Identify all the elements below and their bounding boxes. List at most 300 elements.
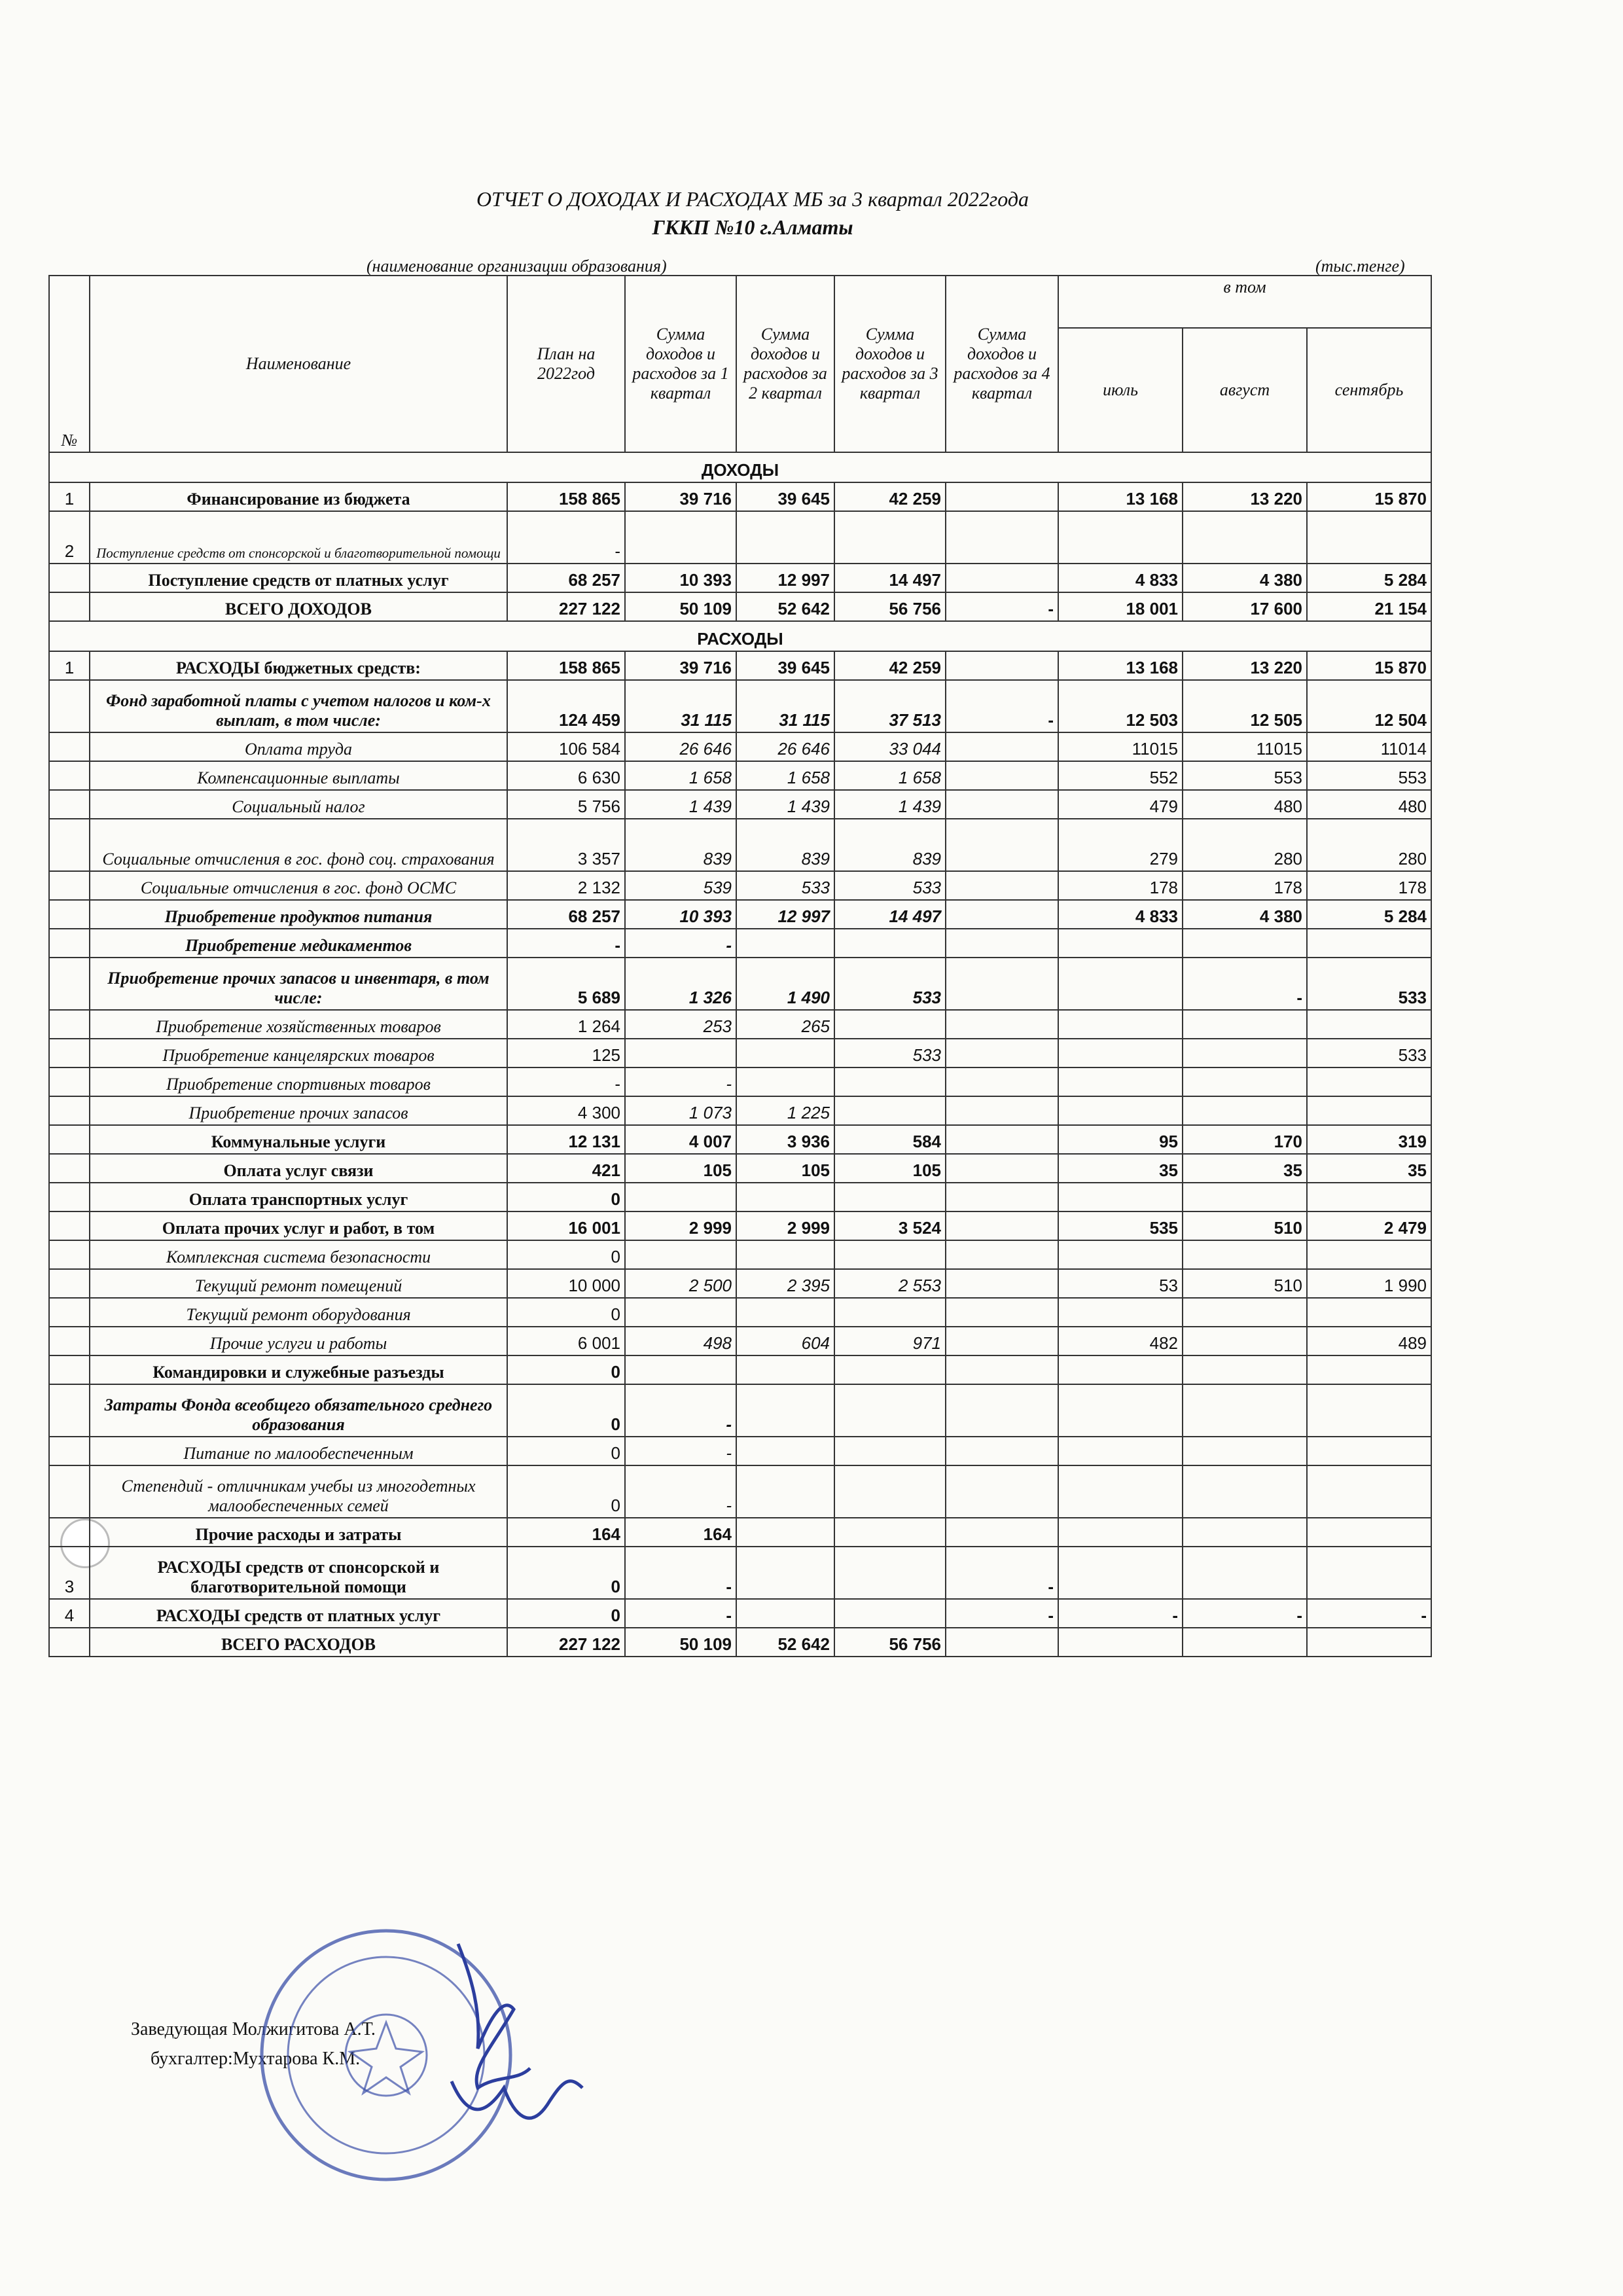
row-name: Поступление средств от платных услуг bbox=[90, 564, 507, 592]
cell-aug: 553 bbox=[1183, 761, 1307, 790]
row-number bbox=[49, 1628, 90, 1657]
cell-q4 bbox=[946, 1327, 1058, 1355]
cell-q1: 2 500 bbox=[625, 1269, 736, 1298]
col-q3: Сумма доходов и расходов за 3 квартал bbox=[834, 276, 946, 452]
cell-jul: - bbox=[1058, 1599, 1183, 1628]
cell-q1: - bbox=[625, 1384, 736, 1437]
cell-aug bbox=[1183, 1384, 1307, 1437]
cell-jul bbox=[1058, 1010, 1183, 1039]
cell-q3: 42 259 bbox=[834, 651, 946, 680]
cell-sep: 12 504 bbox=[1307, 680, 1431, 732]
cell-jul bbox=[1058, 1298, 1183, 1327]
cell-q1: - bbox=[625, 1437, 736, 1465]
cell-q1 bbox=[625, 1240, 736, 1269]
cell-plan: - bbox=[507, 1067, 625, 1096]
cell-q3: 56 756 bbox=[834, 592, 946, 621]
table-row bbox=[49, 900, 1431, 929]
cell-aug bbox=[1183, 1039, 1307, 1067]
cell-jul bbox=[1058, 1465, 1183, 1518]
table-row bbox=[49, 1518, 1431, 1547]
row-name: Комплексная система безопасности bbox=[90, 1240, 507, 1269]
cell-q4 bbox=[946, 1465, 1058, 1518]
cell-q2 bbox=[736, 1298, 834, 1327]
row-number: 2 bbox=[49, 511, 90, 564]
cell-aug bbox=[1183, 1518, 1307, 1547]
cell-plan: 6 001 bbox=[507, 1327, 625, 1355]
cell-q1: 164 bbox=[625, 1518, 736, 1547]
cell-q3 bbox=[834, 1240, 946, 1269]
cell-q3: 1 658 bbox=[834, 761, 946, 790]
table-row bbox=[49, 1240, 1431, 1269]
section-expenses: РАСХОДЫ bbox=[49, 621, 1431, 651]
row-name: Прочие расходы и затраты bbox=[90, 1518, 507, 1547]
col-no: № bbox=[49, 276, 90, 452]
cell-sep: 280 bbox=[1307, 819, 1431, 871]
row-name: Питание по малообеспеченным bbox=[90, 1437, 507, 1465]
cell-jul: 4 833 bbox=[1058, 900, 1183, 929]
row-name: Приобретение хозяйственных товаров bbox=[90, 1010, 507, 1039]
cell-q2 bbox=[736, 929, 834, 958]
cell-sep bbox=[1307, 1437, 1431, 1465]
row-name: Приобретение прочих запасов bbox=[90, 1096, 507, 1125]
table-body bbox=[49, 452, 1431, 1657]
cell-aug bbox=[1183, 1327, 1307, 1355]
accountant-signature-line: бухгалтер:Мухтарова К.М. bbox=[151, 2049, 361, 2069]
cell-plan: - bbox=[507, 511, 625, 564]
cell-q3: 3 524 bbox=[834, 1211, 946, 1240]
cell-sep: 11014 bbox=[1307, 732, 1431, 761]
cell-q2 bbox=[736, 1183, 834, 1211]
cell-sep: 533 bbox=[1307, 958, 1431, 1010]
cell-q3: 839 bbox=[834, 819, 946, 871]
cell-q2: 604 bbox=[736, 1327, 834, 1355]
cell-q3 bbox=[834, 1010, 946, 1039]
cell-aug bbox=[1183, 1628, 1307, 1657]
table-row bbox=[49, 1327, 1431, 1355]
cell-plan: 0 bbox=[507, 1355, 625, 1384]
table-row bbox=[49, 1599, 1431, 1628]
row-number bbox=[49, 1437, 90, 1465]
row-name: Оплата труда bbox=[90, 732, 507, 761]
cell-sep bbox=[1307, 1384, 1431, 1437]
cell-q2 bbox=[736, 511, 834, 564]
cell-q1 bbox=[625, 511, 736, 564]
table-row bbox=[49, 564, 1431, 592]
cell-q2 bbox=[736, 1384, 834, 1437]
cell-sep: 5 284 bbox=[1307, 564, 1431, 592]
cell-sep bbox=[1307, 1465, 1431, 1518]
cell-q2: 839 bbox=[736, 819, 834, 871]
row-number bbox=[49, 564, 90, 592]
row-name: РАСХОДЫ средств от спонсорской и благотворительной помощи bbox=[90, 1547, 507, 1599]
row-name: Фонд заработной платы с учетом налогов и ком-х выплат, в том числе: bbox=[90, 680, 507, 732]
cell-jul bbox=[1058, 1437, 1183, 1465]
cell-q3: 33 044 bbox=[834, 732, 946, 761]
cell-jul: 35 bbox=[1058, 1154, 1183, 1183]
section-income: ДОХОДЫ bbox=[49, 452, 1431, 482]
cell-plan: 421 bbox=[507, 1154, 625, 1183]
row-name: Коммунальные услуги bbox=[90, 1125, 507, 1154]
cell-plan: 227 122 bbox=[507, 592, 625, 621]
cell-sep: 480 bbox=[1307, 790, 1431, 819]
cell-q4 bbox=[946, 651, 1058, 680]
cell-aug: 510 bbox=[1183, 1211, 1307, 1240]
cell-q4 bbox=[946, 761, 1058, 790]
row-number bbox=[49, 1298, 90, 1327]
cell-q3: 105 bbox=[834, 1154, 946, 1183]
row-name: Затраты Фонда всеобщего обязательного среднего образования bbox=[90, 1384, 507, 1437]
cell-q4 bbox=[946, 732, 1058, 761]
cell-aug: 178 bbox=[1183, 871, 1307, 900]
cell-sep bbox=[1307, 1067, 1431, 1096]
row-number bbox=[49, 1039, 90, 1067]
row-number bbox=[49, 1125, 90, 1154]
cell-plan: 0 bbox=[507, 1240, 625, 1269]
cell-q3 bbox=[834, 1465, 946, 1518]
cell-q1 bbox=[625, 1355, 736, 1384]
cell-aug: 170 bbox=[1183, 1125, 1307, 1154]
cell-q3: 56 756 bbox=[834, 1628, 946, 1657]
cell-q1: - bbox=[625, 1067, 736, 1096]
cell-q4 bbox=[946, 1039, 1058, 1067]
row-number bbox=[49, 1154, 90, 1183]
table-row bbox=[49, 1039, 1431, 1067]
cell-q3: 971 bbox=[834, 1327, 946, 1355]
cell-plan: 227 122 bbox=[507, 1628, 625, 1657]
cell-plan: 125 bbox=[507, 1039, 625, 1067]
row-number bbox=[49, 592, 90, 621]
cell-jul: 13 168 bbox=[1058, 482, 1183, 511]
cell-q2: 52 642 bbox=[736, 592, 834, 621]
table-row bbox=[49, 1154, 1431, 1183]
cell-q2: 105 bbox=[736, 1154, 834, 1183]
cell-sep: 1 990 bbox=[1307, 1269, 1431, 1298]
cell-q1: 10 393 bbox=[625, 564, 736, 592]
cell-aug bbox=[1183, 1355, 1307, 1384]
cell-q2 bbox=[736, 1039, 834, 1067]
cell-plan: 124 459 bbox=[507, 680, 625, 732]
cell-aug bbox=[1183, 1096, 1307, 1125]
cell-q1: 4 007 bbox=[625, 1125, 736, 1154]
row-name: Приобретение спортивных товаров bbox=[90, 1067, 507, 1096]
cell-q3: 533 bbox=[834, 871, 946, 900]
cell-q3 bbox=[834, 1599, 946, 1628]
col-jul: июль bbox=[1058, 328, 1183, 452]
cell-q4 bbox=[946, 819, 1058, 871]
cell-q1: 2 999 bbox=[625, 1211, 736, 1240]
cell-q1 bbox=[625, 1183, 736, 1211]
cell-jul: 18 001 bbox=[1058, 592, 1183, 621]
row-name: Социальные отчисления в гос. фонд соц. страхования bbox=[90, 819, 507, 871]
col-name: Наименование bbox=[90, 276, 507, 452]
cell-q4: - bbox=[946, 592, 1058, 621]
cell-sep: 489 bbox=[1307, 1327, 1431, 1355]
table-row bbox=[49, 1067, 1431, 1096]
table-row bbox=[49, 1010, 1431, 1039]
cell-q1: - bbox=[625, 1599, 736, 1628]
cell-plan: 0 bbox=[507, 1298, 625, 1327]
cell-q3: 533 bbox=[834, 1039, 946, 1067]
cell-jul bbox=[1058, 511, 1183, 564]
cell-plan: 0 bbox=[507, 1384, 625, 1437]
cell-sep: 178 bbox=[1307, 871, 1431, 900]
cell-plan: 4 300 bbox=[507, 1096, 625, 1125]
cell-jul bbox=[1058, 1547, 1183, 1599]
cell-q4 bbox=[946, 1384, 1058, 1437]
cell-sep bbox=[1307, 1096, 1431, 1125]
cell-q1: 26 646 bbox=[625, 732, 736, 761]
cell-q4 bbox=[946, 1628, 1058, 1657]
cell-aug: 510 bbox=[1183, 1269, 1307, 1298]
row-name: ВСЕГО ДОХОДОВ bbox=[90, 592, 507, 621]
col-plan: План на 2022год bbox=[507, 276, 625, 452]
cell-q4: - bbox=[946, 1599, 1058, 1628]
cell-sep: 35 bbox=[1307, 1154, 1431, 1183]
row-number bbox=[49, 871, 90, 900]
cell-q4 bbox=[946, 1067, 1058, 1096]
cell-sep: 2 479 bbox=[1307, 1211, 1431, 1240]
row-number bbox=[49, 790, 90, 819]
cell-jul bbox=[1058, 1355, 1183, 1384]
cell-plan: 12 131 bbox=[507, 1125, 625, 1154]
cell-jul: 4 833 bbox=[1058, 564, 1183, 592]
cell-q4 bbox=[946, 929, 1058, 958]
cell-aug bbox=[1183, 929, 1307, 958]
cell-q4 bbox=[946, 1125, 1058, 1154]
report-title: ОТЧЕТ О ДОХОДАХ И РАСХОДАХ МБ за 3 квартал 2022года bbox=[476, 187, 1029, 211]
cell-q3: 14 497 bbox=[834, 900, 946, 929]
table-row bbox=[49, 1096, 1431, 1125]
cell-q4 bbox=[946, 564, 1058, 592]
row-name: Финансирование из бюджета bbox=[90, 482, 507, 511]
cell-q1 bbox=[625, 1039, 736, 1067]
col-group: в том bbox=[1058, 276, 1431, 328]
cell-q2: 1 225 bbox=[736, 1096, 834, 1125]
cell-q1: - bbox=[625, 1547, 736, 1599]
table-row bbox=[49, 732, 1431, 761]
cell-sep bbox=[1307, 1240, 1431, 1269]
row-name: Социальные отчисления в гос. фонд ОСМС bbox=[90, 871, 507, 900]
cell-q2: 52 642 bbox=[736, 1628, 834, 1657]
cell-aug: 13 220 bbox=[1183, 482, 1307, 511]
row-number bbox=[49, 1327, 90, 1355]
row-name: Поступление средств от спонсорской и благотворительной помощи bbox=[90, 511, 507, 564]
row-name: Оплата транспортных услуг bbox=[90, 1183, 507, 1211]
cell-q2: 533 bbox=[736, 871, 834, 900]
cell-plan: 6 630 bbox=[507, 761, 625, 790]
row-number: 1 bbox=[49, 482, 90, 511]
cell-q4 bbox=[946, 900, 1058, 929]
cell-q4 bbox=[946, 1183, 1058, 1211]
cell-sep bbox=[1307, 1010, 1431, 1039]
row-number bbox=[49, 1067, 90, 1096]
table-row bbox=[49, 680, 1431, 732]
cell-jul bbox=[1058, 929, 1183, 958]
row-number: 3 bbox=[49, 1547, 90, 1599]
row-number bbox=[49, 1010, 90, 1039]
cell-sep: 21 154 bbox=[1307, 592, 1431, 621]
cell-aug bbox=[1183, 1183, 1307, 1211]
table-row bbox=[49, 1355, 1431, 1384]
cell-q3 bbox=[834, 1547, 946, 1599]
cell-q2: 2 999 bbox=[736, 1211, 834, 1240]
cell-q2: 26 646 bbox=[736, 732, 834, 761]
cell-q4 bbox=[946, 1211, 1058, 1240]
cell-jul: 482 bbox=[1058, 1327, 1183, 1355]
cell-q3 bbox=[834, 1183, 946, 1211]
cell-q3: 37 513 bbox=[834, 680, 946, 732]
cell-q1: 498 bbox=[625, 1327, 736, 1355]
cell-q1: 1 658 bbox=[625, 761, 736, 790]
row-number bbox=[49, 1183, 90, 1211]
cell-jul: 535 bbox=[1058, 1211, 1183, 1240]
cell-aug bbox=[1183, 1465, 1307, 1518]
cell-q2: 12 997 bbox=[736, 900, 834, 929]
row-name: РАСХОДЫ бюджетных средств: bbox=[90, 651, 507, 680]
cell-plan: 158 865 bbox=[507, 482, 625, 511]
cell-plan: 10 000 bbox=[507, 1269, 625, 1298]
row-number: 1 bbox=[49, 651, 90, 680]
col-aug: август bbox=[1183, 328, 1307, 452]
head-signature-line: Заведующая Молжигитова А.Т. bbox=[131, 2019, 376, 2039]
cell-q1 bbox=[625, 1298, 736, 1327]
cell-jul bbox=[1058, 1039, 1183, 1067]
unit-label: (тыс.тенге) bbox=[1315, 257, 1405, 276]
cell-jul: 178 bbox=[1058, 871, 1183, 900]
cell-q3 bbox=[834, 1355, 946, 1384]
cell-q1: 39 716 bbox=[625, 651, 736, 680]
row-name: Оплата прочих услуг и работ, в том bbox=[90, 1211, 507, 1240]
table-row bbox=[49, 1465, 1431, 1518]
cell-sep bbox=[1307, 1518, 1431, 1547]
cell-sep bbox=[1307, 1183, 1431, 1211]
cell-q4 bbox=[946, 1518, 1058, 1547]
cell-q3 bbox=[834, 1384, 946, 1437]
row-number: 4 bbox=[49, 1599, 90, 1628]
cell-q3 bbox=[834, 929, 946, 958]
cell-plan: 0 bbox=[507, 1465, 625, 1518]
cell-sep bbox=[1307, 511, 1431, 564]
row-number bbox=[49, 1465, 90, 1518]
row-name: Приобретение прочих запасов и инвентаря, в том числе: bbox=[90, 958, 507, 1010]
table-row bbox=[49, 761, 1431, 790]
cell-aug bbox=[1183, 1298, 1307, 1327]
cell-aug bbox=[1183, 1010, 1307, 1039]
table-row bbox=[49, 958, 1431, 1010]
cell-q4 bbox=[946, 1240, 1058, 1269]
cell-q4 bbox=[946, 1355, 1058, 1384]
cell-plan: 68 257 bbox=[507, 900, 625, 929]
row-name: Текущий ремонт оборудования bbox=[90, 1298, 507, 1327]
table-row bbox=[49, 651, 1431, 680]
col-q1: Сумма доходов и расходов за 1 квартал bbox=[625, 276, 736, 452]
row-name: Приобретение медикаментов bbox=[90, 929, 507, 958]
cell-q1: 539 bbox=[625, 871, 736, 900]
cell-aug: 280 bbox=[1183, 819, 1307, 871]
row-number bbox=[49, 1211, 90, 1240]
cell-q4 bbox=[946, 958, 1058, 1010]
cell-q3 bbox=[834, 1518, 946, 1547]
row-number bbox=[49, 1518, 90, 1547]
table-row bbox=[49, 1125, 1431, 1154]
cell-aug bbox=[1183, 1547, 1307, 1599]
cell-q4 bbox=[946, 1437, 1058, 1465]
cell-plan: 0 bbox=[507, 1183, 625, 1211]
cell-q1: 50 109 bbox=[625, 592, 736, 621]
cell-jul: 12 503 bbox=[1058, 680, 1183, 732]
row-number bbox=[49, 1096, 90, 1125]
cell-aug bbox=[1183, 511, 1307, 564]
row-number bbox=[49, 732, 90, 761]
col-q4: Сумма доходов и расходов за 4 квартал bbox=[946, 276, 1058, 452]
cell-aug bbox=[1183, 1240, 1307, 1269]
row-name: РАСХОДЫ средств от платных услуг bbox=[90, 1599, 507, 1628]
report-table bbox=[48, 275, 1432, 1657]
row-name: Социальный налог bbox=[90, 790, 507, 819]
cell-aug: 11015 bbox=[1183, 732, 1307, 761]
cell-sep: - bbox=[1307, 1599, 1431, 1628]
cell-q3: 584 bbox=[834, 1125, 946, 1154]
cell-q2 bbox=[736, 1465, 834, 1518]
official-stamp bbox=[255, 1918, 648, 2193]
cell-plan: 164 bbox=[507, 1518, 625, 1547]
cell-q2: 1 658 bbox=[736, 761, 834, 790]
row-name: Командировки и служебные разъезды bbox=[90, 1355, 507, 1384]
cell-q4 bbox=[946, 1010, 1058, 1039]
cell-q1: 50 109 bbox=[625, 1628, 736, 1657]
cell-q2: 1 490 bbox=[736, 958, 834, 1010]
cell-jul: 479 bbox=[1058, 790, 1183, 819]
cell-jul: 13 168 bbox=[1058, 651, 1183, 680]
cell-jul: 11015 bbox=[1058, 732, 1183, 761]
cell-q1: 839 bbox=[625, 819, 736, 871]
cell-sep: 15 870 bbox=[1307, 482, 1431, 511]
col-sep: сентябрь bbox=[1307, 328, 1431, 452]
cell-q3: 533 bbox=[834, 958, 946, 1010]
table-row bbox=[49, 1547, 1431, 1599]
cell-sep bbox=[1307, 929, 1431, 958]
cell-q2: 265 bbox=[736, 1010, 834, 1039]
cell-plan: 3 357 bbox=[507, 819, 625, 871]
cell-q2: 2 395 bbox=[736, 1269, 834, 1298]
cell-jul bbox=[1058, 1518, 1183, 1547]
cell-plan: 0 bbox=[507, 1437, 625, 1465]
table-row bbox=[49, 790, 1431, 819]
cell-jul: 95 bbox=[1058, 1125, 1183, 1154]
row-name: Приобретение продуктов питания bbox=[90, 900, 507, 929]
cell-q2: 12 997 bbox=[736, 564, 834, 592]
cell-jul: 552 bbox=[1058, 761, 1183, 790]
cell-sep: 533 bbox=[1307, 1039, 1431, 1067]
cell-q2 bbox=[736, 1599, 834, 1628]
cell-sep bbox=[1307, 1355, 1431, 1384]
cell-aug bbox=[1183, 1067, 1307, 1096]
cell-q4 bbox=[946, 482, 1058, 511]
row-name: Приобретение канцелярских товаров bbox=[90, 1039, 507, 1067]
cell-q2 bbox=[736, 1437, 834, 1465]
cell-aug: - bbox=[1183, 958, 1307, 1010]
cell-aug bbox=[1183, 1437, 1307, 1465]
cell-aug: 4 380 bbox=[1183, 564, 1307, 592]
cell-q2 bbox=[736, 1240, 834, 1269]
cell-q4 bbox=[946, 1154, 1058, 1183]
row-number bbox=[49, 761, 90, 790]
row-number bbox=[49, 1240, 90, 1269]
row-name: Прочие услуги и работы bbox=[90, 1327, 507, 1355]
cell-q3 bbox=[834, 1298, 946, 1327]
cell-q3: 42 259 bbox=[834, 482, 946, 511]
table-row bbox=[49, 1384, 1431, 1437]
